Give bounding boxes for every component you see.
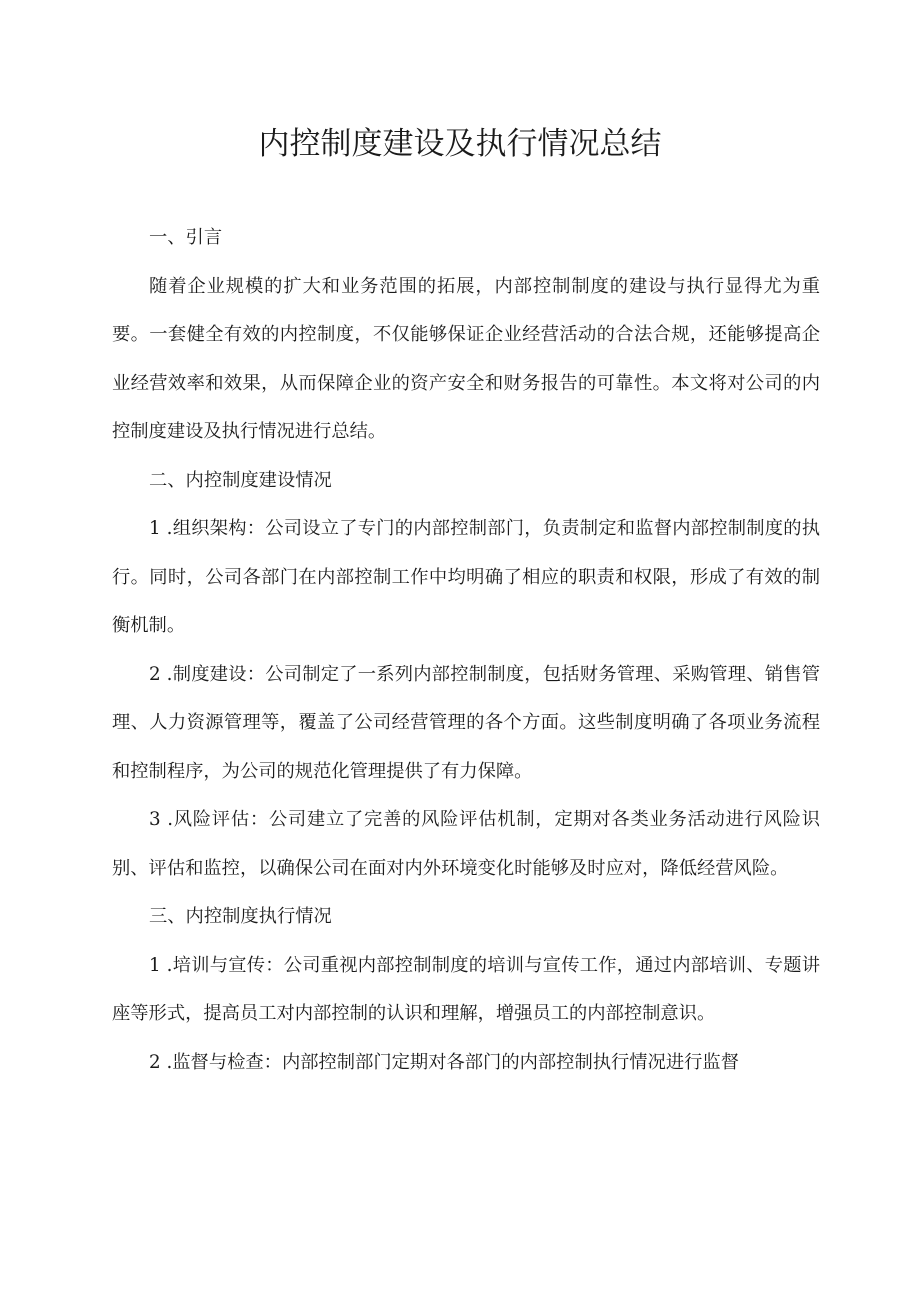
section-heading-construction: 二、内控制度建设情况	[149, 469, 332, 491]
section-heading-execution: 三、内控制度执行情况	[149, 906, 332, 927]
paragraph-risk-assessment: 3 .风险评估：公司建立了完善的风险评估机制，定期对各类业务活动进行风险识别、评估和监控，以确保公司在面对内外环境变化时能够及时应对，降低经营风险。	[112, 809, 820, 879]
paragraph-supervision: 2 .监督与检查：内部控制部门定期对各部门的内部控制执行情况进行监督	[149, 1051, 739, 1073]
section-heading-introduction: 一、引言	[149, 227, 223, 248]
paragraph-system-building: 2 .制度建设：公司制定了一系列内部控制制度，包括财务管理、采购管理、销售管理、人力资源管理等，覆盖了公司经营管理的各个方面。这些制度明确了各项业务流程和控制程序，为公司的规范化管理提供了有力保障。	[112, 663, 820, 782]
document-title: 内控制度建设及执行情况总结	[258, 126, 662, 162]
paragraph-introduction: 随着企业规模的扩大和业务范围的拓展，内部控制制度的建设与执行显得尤为重要。一套健全有效的内控制度，不仅能够保证企业经营活动的合法合规，还能够提高企业经营效率和效果，从而保障企业的资产安全和财务报告的可靠性。本文将对公司的内控制度建设及执行情况进行总结。	[112, 275, 820, 442]
document-body	[112, 214, 820, 1087]
paragraph-organization: 1 .组织架构：公司设立了专门的内部控制部门，负责制定和监督内部控制制度的执行。同时，公司各部门在内部控制工作中均明确了相应的职责和权限，形成了有效的制衡机制。	[112, 518, 820, 636]
paragraph-training: 1 .培训与宣传：公司重视内部控制制度的培训与宣传工作，通过内部培训、专题讲座等形式，提高员工对内部控制的认识和理解，增强员工的内部控制意识。	[112, 954, 820, 1024]
